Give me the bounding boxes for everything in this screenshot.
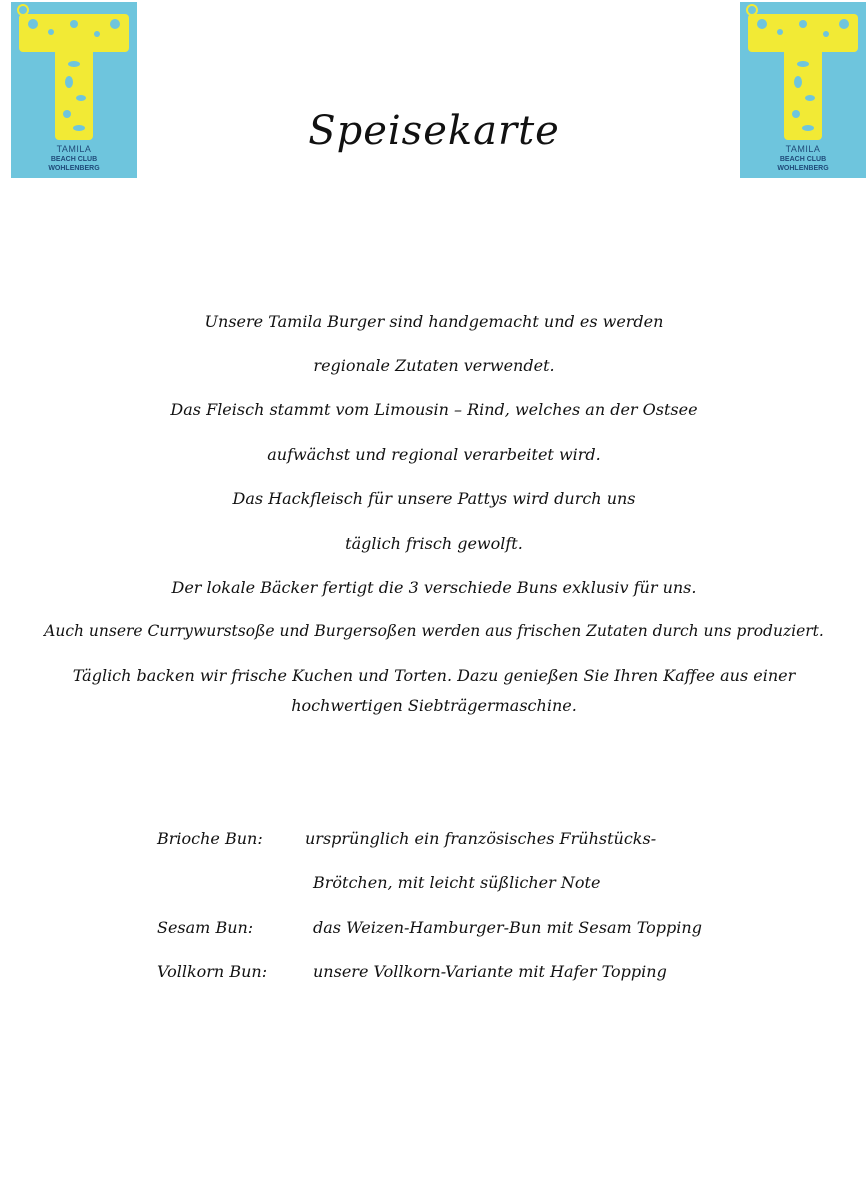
logo-brand: TAMILA (56, 144, 92, 154)
bun-name-vollkorn: Vollkorn Bun: (157, 962, 268, 981)
intro-line: Unsere Tamila Burger sind handgemacht und es werden (204, 312, 664, 331)
bun-description-brioche: ursprünglich ein französisches Frühstücks- (305, 829, 657, 848)
logo-subtitle-line1: BEACH CLUB (50, 156, 98, 163)
logo-subtitle-line2: WOHLENBERG (48, 165, 100, 172)
logo-brand: TAMILA (785, 144, 821, 154)
bun-description-brioche-continued: Brötchen, mit leicht süßlicher Note (313, 873, 601, 892)
intro-line: regionale Zutaten verwendet. (313, 356, 555, 375)
bun-description-sesam: das Weizen-Hamburger-Bun mit Sesam Topping (313, 918, 702, 937)
intro-line: aufwächst und regional verarbeitet wird. (267, 445, 601, 464)
intro-line: hochwertigen Siebträgermaschine. (291, 696, 577, 715)
intro-line: Das Fleisch stammt vom Limousin – Rind, welches an der Ostsee (170, 400, 698, 419)
page-title: Speisekarte (308, 108, 560, 154)
bun-name-brioche: Brioche Bun: (157, 829, 263, 848)
intro-line: Der lokale Bäcker fertigt die 3 verschiede Buns exklusiv für uns. (171, 578, 697, 597)
intro-line: Das Hackfleisch für unsere Pattys wird durch uns (232, 489, 636, 508)
bun-name-sesam: Sesam Bun: (157, 918, 254, 937)
logo-subtitle-line2: WOHLENBERG (777, 165, 829, 172)
intro-line: Auch unsere Currywurstsoße und Burgersoßen werden aus frischen Zutaten durch uns produziert. (44, 622, 824, 640)
intro-line: täglich frisch gewolft. (345, 534, 523, 553)
bun-description-vollkorn: unsere Vollkorn-Variante mit Hafer Topping (313, 962, 667, 981)
logo-subtitle-line1: BEACH CLUB (779, 156, 827, 163)
intro-line: Täglich backen wir frische Kuchen und Torten. Dazu genießen Sie Ihren Kaffee aus einer (72, 666, 796, 685)
